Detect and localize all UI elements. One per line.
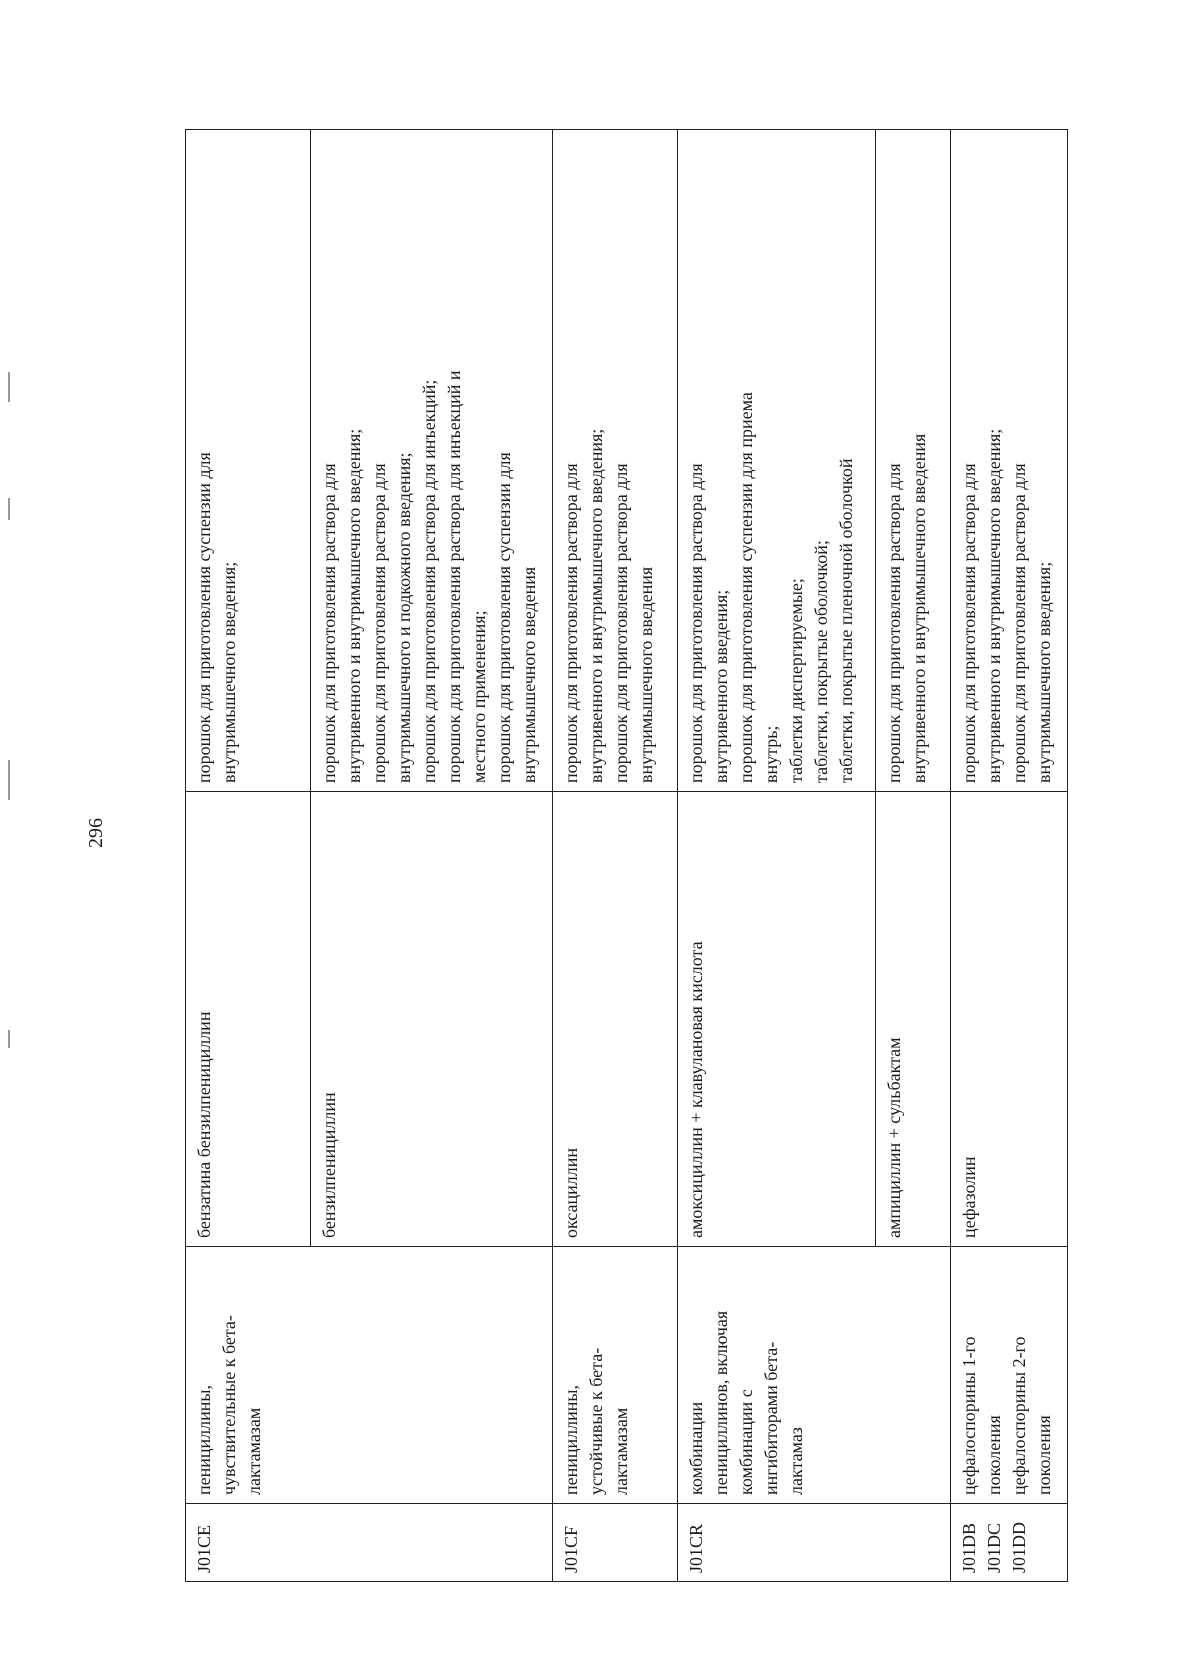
substance-name: оксациллин	[553, 792, 678, 1247]
scan-artifact	[8, 372, 10, 402]
drug-table	[185, 129, 1068, 1582]
dosage-forms: порошок для приготовления раствора для внутривенного и внутримышечного введения; порошок для приготовления раствора для внутримышечного введения	[553, 130, 678, 792]
table-row	[553, 130, 678, 1582]
dosage-forms: порошок для приготовления раствора для внутривенного введения; порошок для приготовления суспензии для приема внутрь; таблетки диспергируемые; таблетки, покрытые оболочкой; таблетки, покрытые пленочной оболочкой	[678, 130, 876, 792]
atc-code: J01CF	[553, 1504, 678, 1582]
group-name: комбинации пенициллинов, включая комбинации с ингибиторами бета- лактамаз	[678, 1247, 951, 1504]
scan-artifact	[8, 498, 10, 520]
group-name: пенициллины, устойчивые к бета- лактамазам	[553, 1247, 678, 1504]
page-number: 296	[85, 818, 107, 848]
atc-code: J01CE	[186, 1504, 553, 1582]
table-row	[186, 130, 311, 1582]
table-row	[678, 130, 876, 1582]
scan-artifact	[8, 1030, 10, 1048]
rotated-table-container	[185, 130, 1095, 1582]
substance-name: цефазолин	[951, 792, 1068, 1247]
dosage-forms: порошок для приготовления раствора для внутривенного и внутримышечного введения	[876, 130, 951, 792]
atc-code: J01DB J01DC J01DD	[951, 1504, 1068, 1582]
table-row	[951, 130, 1068, 1582]
dosage-forms: порошок для приготовления раствора для внутривенного и внутримышечного введения; порошок для приготовления раствора для внутримышечного и подкожного введения; порошок для приготовления раствора для инъекций; порошок для приготовления раствора для инъекций и местного применения; порошок для приготовления суспензии для внутримышечного введения	[311, 130, 553, 792]
substance-name: амоксициллин + клавулановая кислота	[678, 792, 876, 1247]
group-name: пенициллины, чувствительные к бета- лактамазам	[186, 1247, 553, 1504]
group-name: цефалоспорины 1-го поколения цефалоспорины 2-го поколения	[951, 1247, 1068, 1504]
dosage-forms: порошок для приготовления раствора для внутривенного и внутримышечного введения; порошок для приготовления раствора для внутримышечного введения;	[951, 130, 1068, 792]
dosage-forms: порошок для приготовления суспензии для внутримышечного введения;	[186, 130, 311, 792]
substance-name: бензатина бензилпенициллин	[186, 792, 311, 1247]
scan-artifact	[8, 760, 10, 800]
atc-code: J01CR	[678, 1504, 951, 1582]
substance-name: бензилпенициллин	[311, 792, 553, 1247]
substance-name: ампициллин + сульбактам	[876, 792, 951, 1247]
